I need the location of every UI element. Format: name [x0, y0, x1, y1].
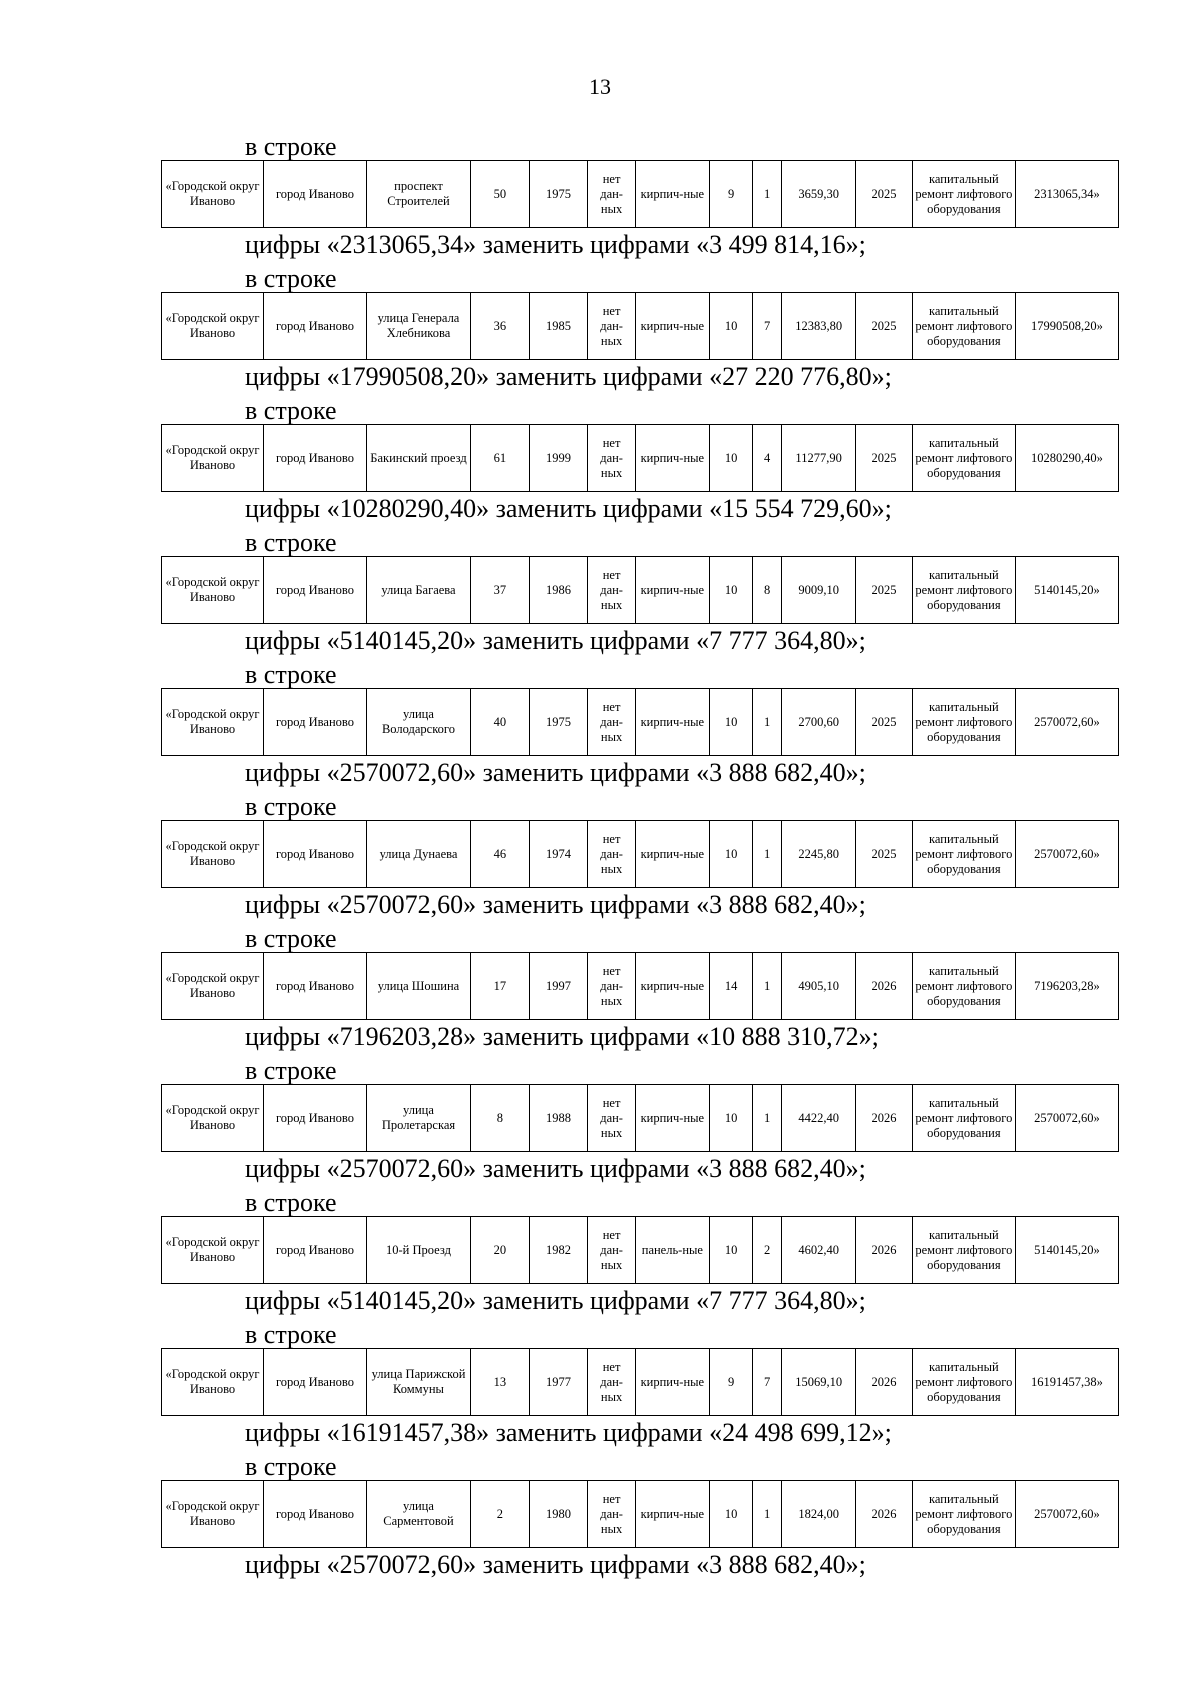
cell-wall-material: кирпич-ные — [635, 161, 709, 228]
amendment-block — [0, 660, 1200, 792]
cell-planned-year: 2026 — [856, 1481, 913, 1548]
table-row — [162, 1217, 1119, 1284]
replacement-text: цифры «5140145,20» заменить цифрами «7 777 364,80»; — [245, 626, 866, 655]
cell-floors: 10 — [709, 689, 752, 756]
cell-wall-material: панель-ные — [635, 1217, 709, 1284]
cell-house-number: 2 — [471, 1481, 530, 1548]
cell-wall-material: кирпич-ные — [635, 1349, 709, 1416]
table-row — [162, 293, 1119, 360]
cell-house-number: 46 — [471, 821, 530, 888]
cell-house-number: 8 — [471, 1085, 530, 1152]
cell-entrances: 1 — [753, 953, 782, 1020]
cell-floors: 10 — [709, 425, 752, 492]
replacement-text: цифры «2570072,60» заменить цифрами «3 888 682,40»; — [245, 1550, 866, 1579]
cell-work-type: капитальный ремонт лифтового оборудования — [912, 1349, 1015, 1416]
cell-work-type: капитальный ремонт лифтового оборудования — [912, 1217, 1015, 1284]
intro-text: в строке — [245, 792, 337, 821]
cell-area: 12383,80 — [782, 293, 856, 360]
cell-work-type: капитальный ремонт лифтового оборудования — [912, 689, 1015, 756]
cell-planned-year: 2025 — [856, 689, 913, 756]
cell-year-built: 1997 — [529, 953, 588, 1020]
replacement-text: цифры «17990508,20» заменить цифрами «27 220 776,80»; — [245, 362, 892, 391]
amendment-block — [0, 1188, 1200, 1320]
cell-wall-material: кирпич-ные — [635, 1481, 709, 1548]
cell-entrances: 1 — [753, 821, 782, 888]
cell-floors: 10 — [709, 821, 752, 888]
intro-text: в строке — [245, 1188, 337, 1217]
cell-year-built: 1999 — [529, 425, 588, 492]
cell-floors: 10 — [709, 1481, 752, 1548]
cell-municipality: «Городской округ Иваново — [162, 821, 264, 888]
cell-house-number: 13 — [471, 1349, 530, 1416]
cell-settlement: город Иваново — [263, 689, 366, 756]
cell-work-type: капитальный ремонт лифтового оборудования — [912, 425, 1015, 492]
housing-row-table — [161, 1084, 1119, 1152]
cell-data-status: нет дан-ных — [588, 1217, 635, 1284]
cell-street: Бакинский проезд — [366, 425, 470, 492]
cell-planned-year: 2025 — [856, 293, 913, 360]
cell-settlement: город Иваново — [263, 557, 366, 624]
cell-area: 4422,40 — [782, 1085, 856, 1152]
cell-settlement: город Иваново — [263, 953, 366, 1020]
cell-entrances: 7 — [753, 1349, 782, 1416]
housing-row-table — [161, 292, 1119, 360]
cell-settlement: город Иваново — [263, 1085, 366, 1152]
cell-cost: 5140145,20» — [1015, 1217, 1118, 1284]
cell-entrances: 1 — [753, 161, 782, 228]
cell-municipality: «Городской округ Иваново — [162, 1349, 264, 1416]
cell-municipality: «Городской округ Иваново — [162, 1481, 264, 1548]
cell-cost: 17990508,20» — [1015, 293, 1118, 360]
cell-area: 2245,80 — [782, 821, 856, 888]
intro-text: в строке — [245, 132, 337, 161]
cell-area: 11277,90 — [782, 425, 856, 492]
cell-settlement: город Иваново — [263, 821, 366, 888]
cell-entrances: 4 — [753, 425, 782, 492]
cell-planned-year: 2025 — [856, 557, 913, 624]
cell-settlement: город Иваново — [263, 1217, 366, 1284]
amendment-block — [0, 1056, 1200, 1188]
cell-area: 3659,30 — [782, 161, 856, 228]
cell-data-status: нет дан-ных — [588, 1085, 635, 1152]
cell-street: 10-й Проезд — [366, 1217, 470, 1284]
amendment-block — [0, 1320, 1200, 1452]
cell-data-status: нет дан-ных — [588, 425, 635, 492]
amendment-block — [0, 792, 1200, 924]
amendment-block — [0, 1452, 1200, 1584]
cell-house-number: 20 — [471, 1217, 530, 1284]
cell-entrances: 7 — [753, 293, 782, 360]
cell-street: улица Шошина — [366, 953, 470, 1020]
cell-planned-year: 2026 — [856, 1349, 913, 1416]
replacement-text: цифры «16191457,38» заменить цифрами «24 498 699,12»; — [245, 1418, 892, 1447]
amendment-block — [0, 396, 1200, 528]
replacement-text: цифры «7196203,28» заменить цифрами «10 888 310,72»; — [245, 1022, 879, 1051]
cell-floors: 9 — [709, 161, 752, 228]
cell-municipality: «Городской округ Иваново — [162, 161, 264, 228]
cell-street: улица Парижской Коммуны — [366, 1349, 470, 1416]
cell-street: улица Пролетарская — [366, 1085, 470, 1152]
cell-wall-material: кирпич-ные — [635, 689, 709, 756]
cell-year-built: 1975 — [529, 689, 588, 756]
cell-cost: 2570072,60» — [1015, 1481, 1118, 1548]
cell-planned-year: 2026 — [856, 1085, 913, 1152]
table-row — [162, 557, 1119, 624]
replacement-text: цифры «2570072,60» заменить цифрами «3 888 682,40»; — [245, 758, 866, 787]
cell-floors: 10 — [709, 293, 752, 360]
amendment-block — [0, 132, 1200, 264]
cell-cost: 2570072,60» — [1015, 689, 1118, 756]
cell-data-status: нет дан-ных — [588, 1481, 635, 1548]
cell-work-type: капитальный ремонт лифтового оборудования — [912, 161, 1015, 228]
cell-entrances: 1 — [753, 689, 782, 756]
cell-year-built: 1974 — [529, 821, 588, 888]
cell-municipality: «Городской округ Иваново — [162, 293, 264, 360]
intro-text: в строке — [245, 528, 337, 557]
cell-street: улица Сарментовой — [366, 1481, 470, 1548]
housing-row-table — [161, 556, 1119, 624]
amendment-list — [0, 132, 1200, 1584]
cell-area: 2700,60 — [782, 689, 856, 756]
cell-wall-material: кирпич-ные — [635, 821, 709, 888]
cell-settlement: город Иваново — [263, 161, 366, 228]
table-row — [162, 161, 1119, 228]
cell-floors: 10 — [709, 1085, 752, 1152]
cell-year-built: 1988 — [529, 1085, 588, 1152]
cell-wall-material: кирпич-ные — [635, 293, 709, 360]
cell-cost: 2570072,60» — [1015, 821, 1118, 888]
housing-row-table — [161, 1216, 1119, 1284]
cell-cost: 10280290,40» — [1015, 425, 1118, 492]
table-row — [162, 689, 1119, 756]
intro-text: в строке — [245, 660, 337, 689]
replacement-text: цифры «2570072,60» заменить цифрами «3 888 682,40»; — [245, 890, 866, 919]
cell-street: улица Дунаева — [366, 821, 470, 888]
table-row — [162, 425, 1119, 492]
cell-cost: 16191457,38» — [1015, 1349, 1118, 1416]
replacement-text: цифры «2313065,34» заменить цифрами «3 499 814,16»; — [245, 230, 866, 259]
cell-entrances: 8 — [753, 557, 782, 624]
cell-municipality: «Городской округ Иваново — [162, 953, 264, 1020]
cell-data-status: нет дан-ных — [588, 161, 635, 228]
cell-floors: 14 — [709, 953, 752, 1020]
intro-text: в строке — [245, 1056, 337, 1085]
cell-area: 4602,40 — [782, 1217, 856, 1284]
cell-wall-material: кирпич-ные — [635, 557, 709, 624]
housing-row-table — [161, 424, 1119, 492]
table-row — [162, 1481, 1119, 1548]
cell-municipality: «Городской округ Иваново — [162, 425, 264, 492]
cell-work-type: капитальный ремонт лифтового оборудования — [912, 293, 1015, 360]
cell-planned-year: 2025 — [856, 161, 913, 228]
cell-house-number: 61 — [471, 425, 530, 492]
cell-work-type: капитальный ремонт лифтового оборудования — [912, 1085, 1015, 1152]
cell-work-type: капитальный ремонт лифтового оборудования — [912, 953, 1015, 1020]
cell-street: улица Володарского — [366, 689, 470, 756]
intro-text: в строке — [245, 1320, 337, 1349]
cell-house-number: 37 — [471, 557, 530, 624]
cell-year-built: 1975 — [529, 161, 588, 228]
cell-data-status: нет дан-ных — [588, 293, 635, 360]
table-row — [162, 953, 1119, 1020]
cell-entrances: 1 — [753, 1085, 782, 1152]
amendment-block — [0, 264, 1200, 396]
housing-row-table — [161, 1348, 1119, 1416]
cell-house-number: 17 — [471, 953, 530, 1020]
cell-floors: 9 — [709, 1349, 752, 1416]
cell-municipality: «Городской округ Иваново — [162, 557, 264, 624]
cell-floors: 10 — [709, 1217, 752, 1284]
cell-area: 9009,10 — [782, 557, 856, 624]
intro-text: в строке — [245, 264, 337, 293]
cell-wall-material: кирпич-ные — [635, 425, 709, 492]
table-row — [162, 1085, 1119, 1152]
cell-wall-material: кирпич-ные — [635, 1085, 709, 1152]
cell-planned-year: 2025 — [856, 425, 913, 492]
cell-work-type: капитальный ремонт лифтового оборудования — [912, 821, 1015, 888]
cell-municipality: «Городской округ Иваново — [162, 1217, 264, 1284]
cell-cost: 7196203,28» — [1015, 953, 1118, 1020]
cell-planned-year: 2026 — [856, 953, 913, 1020]
cell-area: 1824,00 — [782, 1481, 856, 1548]
cell-data-status: нет дан-ных — [588, 953, 635, 1020]
cell-data-status: нет дан-ных — [588, 1349, 635, 1416]
cell-floors: 10 — [709, 557, 752, 624]
housing-row-table — [161, 160, 1119, 228]
cell-settlement: город Иваново — [263, 293, 366, 360]
cell-year-built: 1977 — [529, 1349, 588, 1416]
housing-row-table — [161, 820, 1119, 888]
cell-street: проспект Строителей — [366, 161, 470, 228]
cell-area: 4905,10 — [782, 953, 856, 1020]
cell-house-number: 50 — [471, 161, 530, 228]
cell-cost: 2313065,34» — [1015, 161, 1118, 228]
cell-house-number: 36 — [471, 293, 530, 360]
intro-text: в строке — [245, 924, 337, 953]
housing-row-table — [161, 1480, 1119, 1548]
cell-entrances: 2 — [753, 1217, 782, 1284]
cell-street: улица Багаева — [366, 557, 470, 624]
cell-settlement: город Иваново — [263, 1349, 366, 1416]
cell-municipality: «Городской округ Иваново — [162, 689, 264, 756]
page-number: 13 — [589, 74, 611, 99]
cell-cost: 5140145,20» — [1015, 557, 1118, 624]
amendment-block — [0, 924, 1200, 1056]
cell-data-status: нет дан-ных — [588, 689, 635, 756]
cell-data-status: нет дан-ных — [588, 821, 635, 888]
cell-area: 15069,10 — [782, 1349, 856, 1416]
housing-row-table — [161, 688, 1119, 756]
cell-settlement: город Иваново — [263, 425, 366, 492]
cell-planned-year: 2025 — [856, 821, 913, 888]
intro-text: в строке — [245, 1452, 337, 1481]
cell-work-type: капитальный ремонт лифтового оборудования — [912, 1481, 1015, 1548]
cell-entrances: 1 — [753, 1481, 782, 1548]
cell-municipality: «Городской округ Иваново — [162, 1085, 264, 1152]
table-row — [162, 1349, 1119, 1416]
table-row — [162, 821, 1119, 888]
cell-year-built: 1980 — [529, 1481, 588, 1548]
replacement-text: цифры «10280290,40» заменить цифрами «15 554 729,60»; — [245, 494, 892, 523]
cell-year-built: 1986 — [529, 557, 588, 624]
amendment-block — [0, 528, 1200, 660]
cell-cost: 2570072,60» — [1015, 1085, 1118, 1152]
cell-wall-material: кирпич-ные — [635, 953, 709, 1020]
cell-settlement: город Иваново — [263, 1481, 366, 1548]
cell-data-status: нет дан-ных — [588, 557, 635, 624]
cell-year-built: 1982 — [529, 1217, 588, 1284]
cell-work-type: капитальный ремонт лифтового оборудования — [912, 557, 1015, 624]
cell-year-built: 1985 — [529, 293, 588, 360]
cell-street: улица Генерала Хлебникова — [366, 293, 470, 360]
cell-house-number: 40 — [471, 689, 530, 756]
replacement-text: цифры «5140145,20» заменить цифрами «7 777 364,80»; — [245, 1286, 866, 1315]
housing-row-table — [161, 952, 1119, 1020]
cell-planned-year: 2026 — [856, 1217, 913, 1284]
replacement-text: цифры «2570072,60» заменить цифрами «3 888 682,40»; — [245, 1154, 866, 1183]
intro-text: в строке — [245, 396, 337, 425]
